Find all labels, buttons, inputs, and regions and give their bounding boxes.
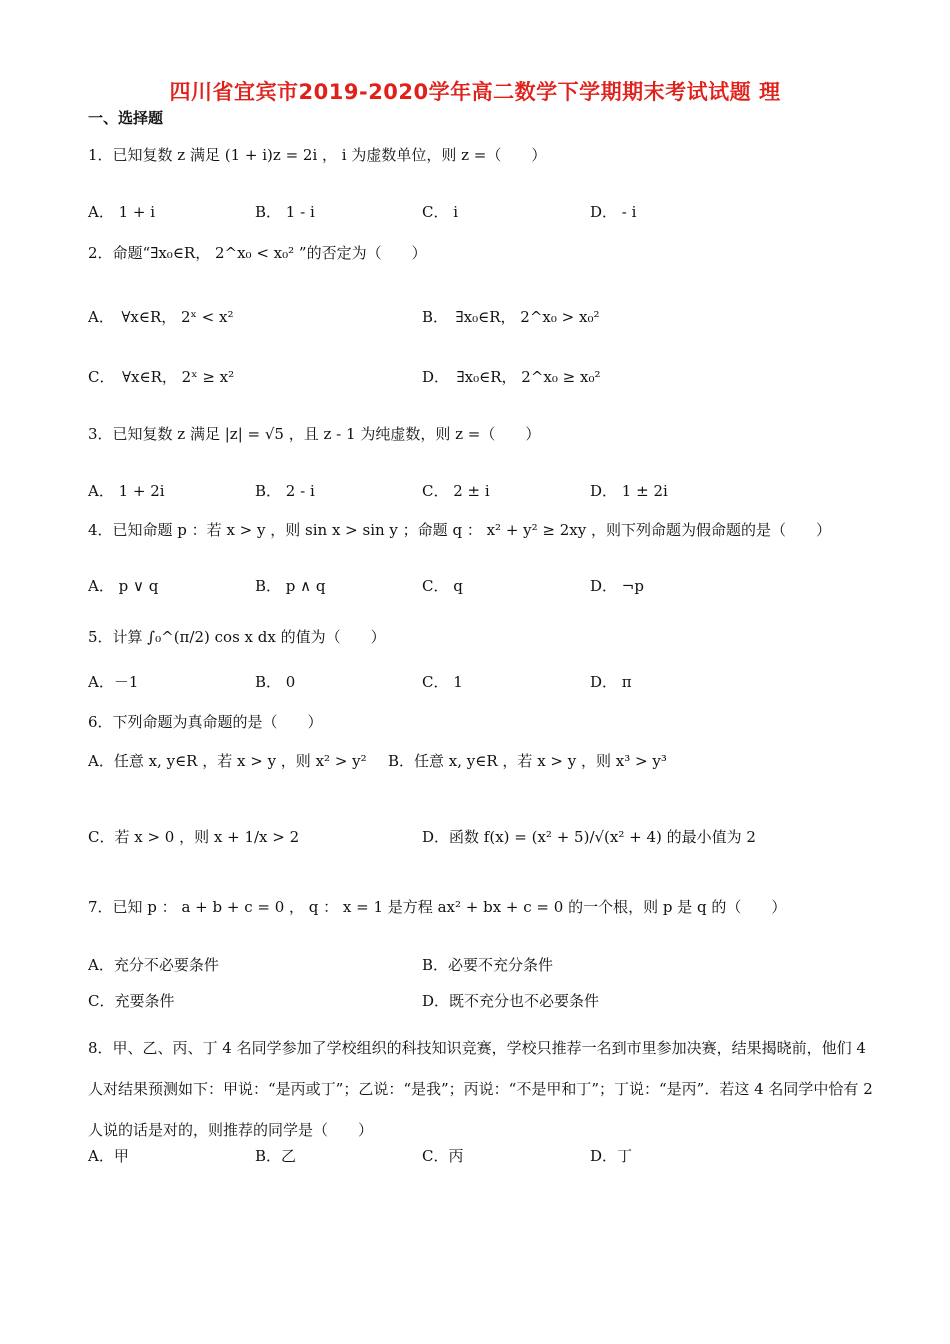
q5-option-c: C． 1 — [422, 673, 463, 691]
q5-option-b: B． 0 — [255, 673, 296, 691]
question-4-stem: 4．已知命题 p ：若 x > y ，则 sin x > sin y ；命题 q ： x² + y² ≥ 2xy ，则下列命题为假命题的是（ ） — [88, 521, 832, 539]
q5-option-a: A．－1 — [88, 673, 139, 691]
question-3-stem: 3．已知复数 z 满足 |z| = √5 ，且 z - 1 为纯虚数，则 z =（ ） — [88, 425, 541, 443]
section-heading: 一、选择题 — [88, 109, 164, 127]
q8-option-d: D．丁 — [590, 1147, 633, 1165]
q4-option-d: D． ¬p — [590, 577, 644, 595]
question-8-stem: 8．甲、乙、丙、丁 4 名同学参加了学校组织的科技知识竞赛，学校只推荐一名到市里参加决赛，结果揭晓前，他们 4 人对结果预测如下：甲说：“是丙或丁”；乙说：“是我”；丙说：“不是甲和丁”；丁说：“是丙”．若这 4 名同学中恰有 2 人说的话是对的，则推荐的同学是（ ） — [88, 1039, 873, 1139]
q2-option-c: C． ∀x∈R， 2ˣ ≥ x² — [88, 368, 235, 386]
q8-option-b: B．乙 — [255, 1147, 297, 1165]
question-5-stem: 5．计算 ∫₀^(π/2) cos x dx 的值为（ ） — [88, 628, 386, 646]
q1-option-b: B． 1 - i — [255, 203, 315, 221]
q1-option-d: D． - i — [590, 203, 637, 221]
q3-option-b: B． 2 - i — [255, 482, 315, 500]
q4-option-c: C． q — [422, 577, 463, 595]
q7-option-a: A．充分不必要条件 — [88, 956, 219, 974]
q7-option-b: B．必要不充分条件 — [422, 956, 554, 974]
q6-option-c: C．若 x > 0 ，则 x + 1/x > 2 — [88, 828, 300, 846]
question-2-stem: 2．命题“∃x₀∈R， 2^x₀ < x₀² ”的否定为（ ） — [88, 244, 427, 262]
question-6-stem: 6．下列命题为真命题的是（ ） — [88, 713, 323, 731]
question-7-stem: 7．已知 p ： a + b + c = 0 ， q ： x = 1 是方程 ax² + bx + c = 0 的一个根，则 p 是 q 的（ ） — [88, 898, 787, 916]
q2-option-b: B． ∃x₀∈R， 2^x₀ > x₀² — [422, 308, 600, 326]
q3-option-a: A． 1 + 2i — [88, 482, 165, 500]
q1-option-c: C． i — [422, 203, 459, 221]
q1-option-a: A． 1 + i — [88, 203, 156, 221]
question-1-stem: 1．已知复数 z 满足 (1 + i)z = 2i ， i 为虚数单位，则 z =（ ） — [88, 146, 547, 164]
q3-option-d: D． 1 ± 2i — [590, 482, 668, 500]
document-title: 四川省宜宾市2019-2020学年高二数学下学期期末考试试题 理 — [169, 80, 781, 104]
q4-option-b: B． p ∧ q — [255, 577, 326, 595]
q6-option-a: A．任意 x, y∈R ，若 x > y ，则 x² > y² — [88, 752, 367, 770]
q7-option-d: D．既不充分也不必要条件 — [422, 992, 600, 1010]
q7-option-c: C．充要条件 — [88, 992, 175, 1010]
q3-option-c: C． 2 ± i — [422, 482, 490, 500]
q6-option-b: B．任意 x, y∈R ，若 x > y ，则 x³ > y³ — [388, 752, 667, 770]
q8-option-c: C．丙 — [422, 1147, 464, 1165]
q2-option-d: D． ∃x₀∈R， 2^x₀ ≥ x₀² — [422, 368, 601, 386]
q2-option-a: A． ∀x∈R， 2ˣ < x² — [88, 308, 234, 326]
q8-option-a: A．甲 — [88, 1147, 129, 1165]
q4-option-a: A． p ∨ q — [88, 577, 159, 595]
q5-option-d: D． π — [590, 673, 632, 691]
q6-option-d: D．函数 f(x) = (x² + 5)/√(x² + 4) 的最小值为 2 — [422, 828, 756, 846]
